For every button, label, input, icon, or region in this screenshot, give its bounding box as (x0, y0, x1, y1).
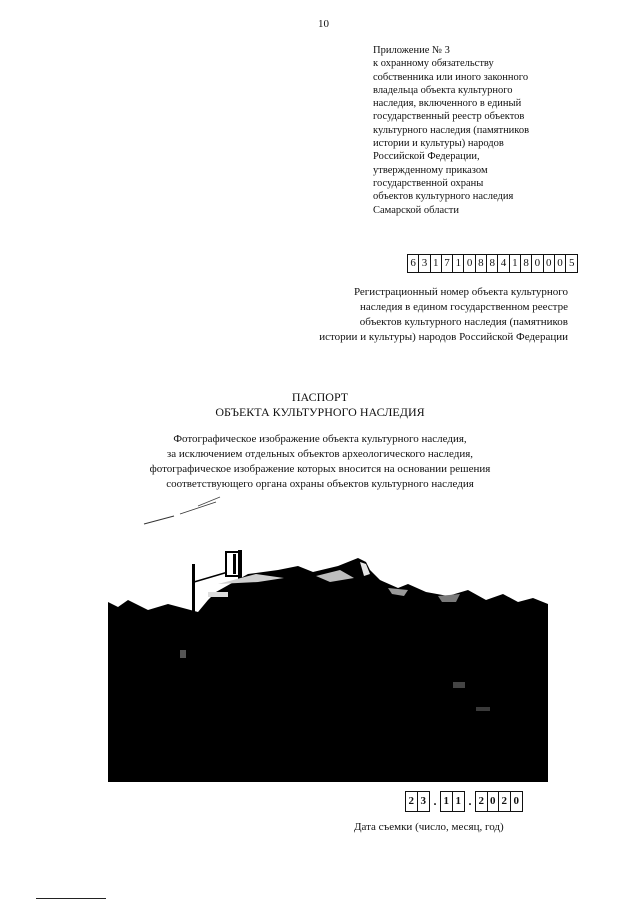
appendix-line: объектов культурного наследия (373, 191, 514, 203)
appendix-line: государственной охраны (373, 177, 484, 189)
date-separator: . (468, 794, 472, 808)
page-number: 10 (318, 18, 329, 30)
registration-number-boxes (407, 254, 578, 273)
date-digit: 1 (455, 795, 461, 807)
date-day (405, 791, 430, 812)
registration-caption-line: объектов культурного наследия (памятников (359, 316, 568, 328)
photo-caption-line: фотографическое изображение которых вносится на основании решения (149, 463, 491, 475)
registration-digit: 0 (464, 255, 475, 272)
registration-digit: 1 (510, 255, 521, 272)
registration-digit: 6 (408, 255, 419, 272)
registration-caption-line: истории и культуры) народов Российской Федерации (319, 331, 568, 343)
registration-digit: 0 (544, 255, 555, 272)
date-digit: 3 (420, 795, 426, 807)
appendix-line: истории и культуры) народов (373, 138, 504, 150)
registration-digit: 1 (431, 255, 442, 272)
date-digit: 2 (406, 792, 418, 811)
photo-caption (0, 432, 640, 492)
registration-digit: 5 (569, 257, 575, 269)
date-digit: 2 (476, 792, 488, 811)
registration-caption-line: Регистрационный номер объекта культурного (353, 286, 568, 298)
registration-caption (248, 285, 568, 345)
appendix-line: государственный реестр объектов (373, 111, 525, 123)
registration-digit: 0 (532, 255, 543, 272)
appendix-line: собственника или иного законного (373, 71, 529, 83)
photo-date-boxes (405, 791, 523, 812)
registration-digit: 7 (442, 255, 453, 272)
registration-caption-line: наследия в едином государственном реестре (360, 301, 568, 313)
registration-digit: 3 (419, 255, 430, 272)
registration-digit: 8 (476, 255, 487, 272)
passport-title: ПАСПОРТ (291, 390, 349, 404)
date-year (475, 791, 523, 812)
appendix-line: наследия, включенного в единый (373, 98, 522, 110)
registration-digit: 1 (453, 255, 464, 272)
registration-digit: 8 (487, 255, 498, 272)
appendix-line: Приложение № 3 (373, 45, 450, 56)
photo-caption-line: за исключением отдельных объектов археологического наследия, (166, 448, 474, 460)
date-digit: 0 (488, 792, 500, 811)
appendix-line: к охранному обязательству (373, 58, 494, 70)
photo-date-caption: Дата съемки (число, месяц, год) (354, 821, 504, 833)
date-digit: 1 (441, 792, 453, 811)
appendix-line: утвержденному приказом (373, 164, 488, 176)
appendix-line: Самарской области (373, 204, 459, 216)
registration-digit: 8 (521, 255, 532, 272)
photo-caption-line: соответствующего органа охраны объектов культурного наследия (166, 478, 474, 490)
date-month (440, 791, 465, 812)
date-separator: . (433, 794, 437, 808)
photo-caption-line: Фотографическое изображение объекта культурного наследия, (173, 433, 467, 445)
appendix-line: Российской Федерации, (373, 151, 480, 163)
footer-divider (36, 898, 106, 899)
date-digit: 0 (513, 795, 519, 807)
appendix-block (373, 44, 593, 217)
heritage-object-photo (108, 492, 548, 782)
appendix-line: культурного наследия (памятников (373, 124, 530, 136)
registration-digit: 0 (555, 255, 566, 272)
passport-subtitle: ОБЪЕКТА КУЛЬТУРНОГО НАСЛЕДИЯ (215, 405, 425, 419)
appendix-line: владельца объекта культурного (373, 84, 513, 96)
passport-heading (0, 390, 640, 420)
registration-digit: 4 (498, 255, 509, 272)
date-digit: 2 (499, 792, 511, 811)
